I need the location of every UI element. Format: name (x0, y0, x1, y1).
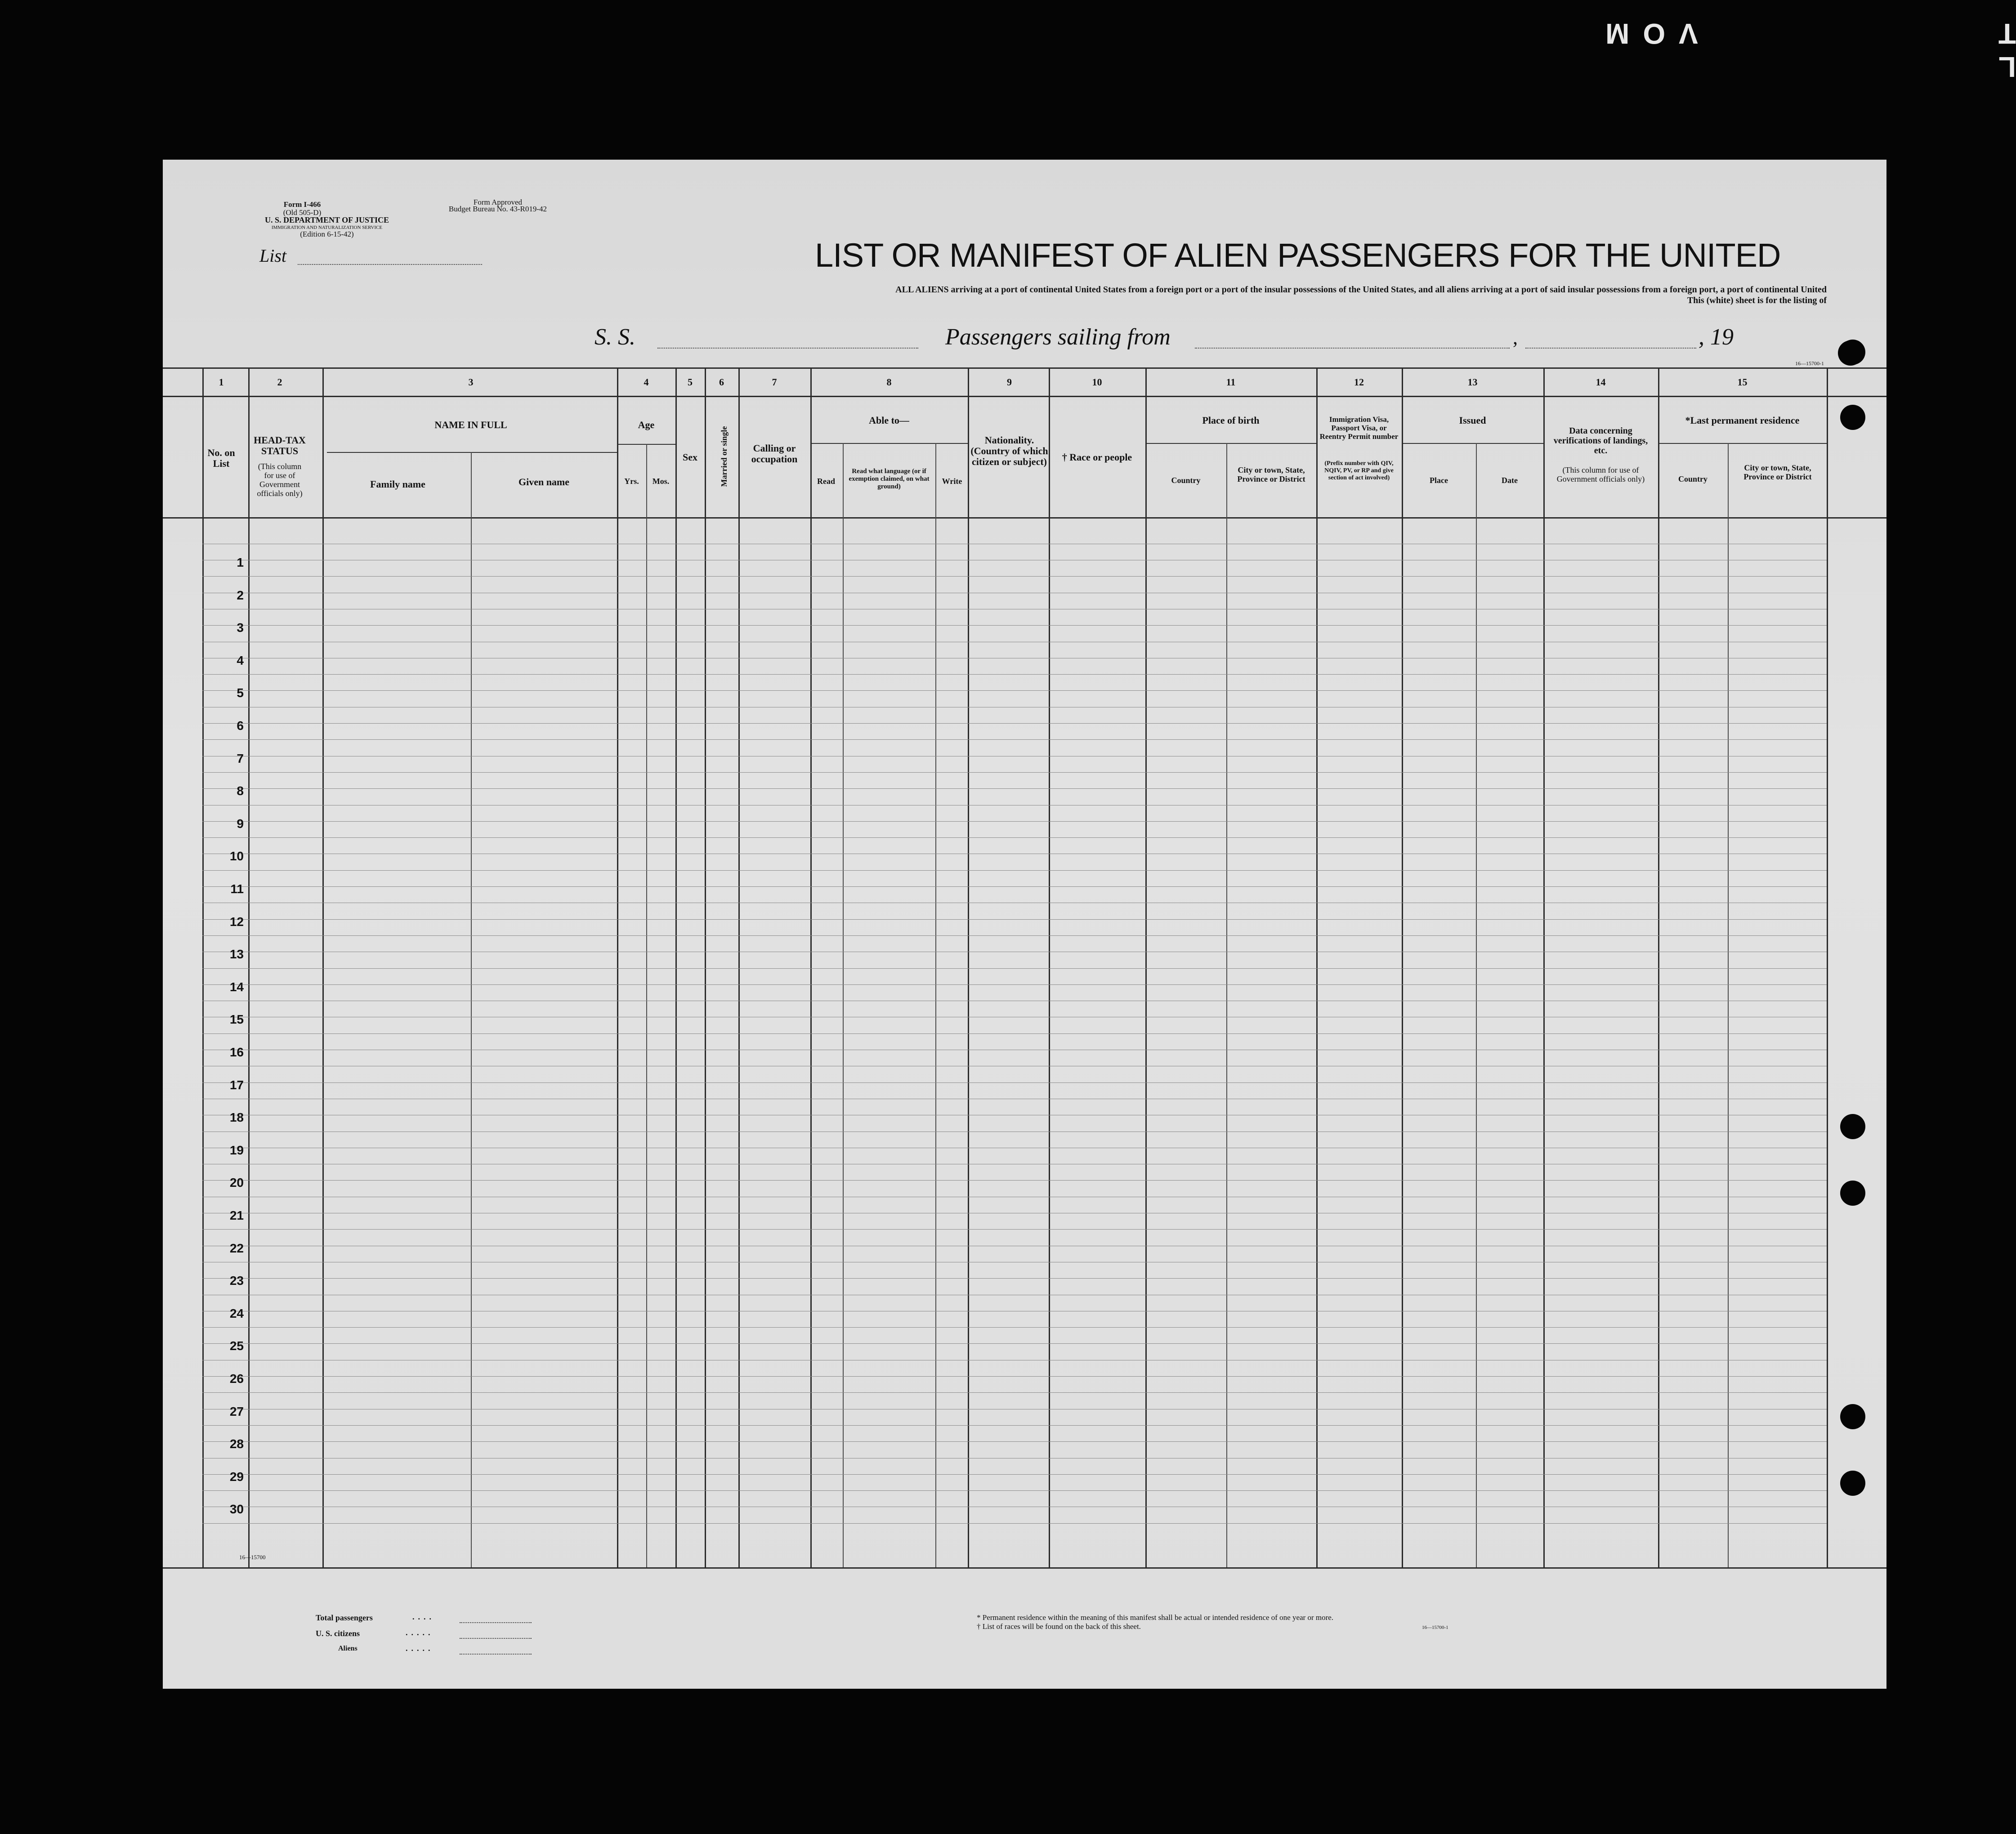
header-write: Write (942, 477, 962, 486)
subrule-residence (1658, 443, 1827, 444)
row-rule (202, 1441, 1827, 1442)
col-rule (1145, 367, 1147, 1567)
row-rule (202, 935, 1827, 936)
header-no-on-list: No. on List (207, 447, 235, 469)
row-rule (202, 968, 1827, 969)
subtitle-line-2: This (white) sheet is for the listing of (1687, 295, 1827, 305)
edition: (Edition 6-15-42) (300, 230, 354, 238)
row-number: 13 (229, 947, 244, 962)
subrule-birth (1145, 443, 1316, 444)
header-bottom-rule (163, 517, 1886, 519)
col-num-11: 11 (1226, 376, 1236, 388)
header-given-name: Given name (518, 476, 570, 488)
col-num-10: 10 (1092, 376, 1102, 388)
col-num-14: 14 (1596, 376, 1606, 388)
header-married-single: Married or single (720, 426, 729, 487)
leader-dots: ..... (406, 1644, 434, 1653)
row-number: 15 (229, 1012, 244, 1027)
row-rule (202, 1523, 1827, 1524)
subrule-issued (1402, 443, 1543, 444)
aliens-label: Aliens (338, 1645, 358, 1652)
page-title: LIST OR MANIFEST OF ALIEN PASSENGERS FOR THE UNITED (815, 237, 1781, 274)
col-num-1: 1 (219, 376, 224, 388)
punch-hole (1840, 1404, 1865, 1429)
footnote-residence: * Permanent residence within the meaning of this manifest shall be actual or intended residence of one year or more. (977, 1613, 1334, 1622)
punch-hole (1840, 1114, 1865, 1139)
colnum-rule (163, 396, 1886, 397)
us-citizens-field[interactable] (460, 1638, 532, 1639)
punch-hole (1838, 340, 1863, 366)
row-number: 11 (230, 882, 244, 896)
row-rule (202, 821, 1827, 822)
year-label: , 19 (1699, 324, 1734, 350)
row-rule (202, 674, 1827, 675)
header-visa-note: (Prefix number with QIV, NQIV, PV, or RP and give section of act involved) (1324, 460, 1394, 481)
row-number: 9 (237, 816, 244, 831)
row-rule (202, 919, 1827, 920)
col-rule (1728, 443, 1729, 1567)
list-line[interactable] (298, 264, 482, 265)
row-rule (202, 886, 1827, 887)
film-mark-right: L T (1985, 18, 2016, 83)
header-able-to: Able to— (869, 415, 909, 426)
row-number: 18 (229, 1110, 244, 1125)
row-number: 17 (229, 1078, 244, 1092)
row-number: 20 (229, 1176, 244, 1190)
col-num-8: 8 (886, 376, 892, 388)
header-age-yrs: Yrs. (624, 477, 639, 486)
header-issued-place: Place (1430, 476, 1448, 485)
row-number: 10 (229, 849, 244, 863)
row-number: 14 (229, 980, 244, 994)
row-rule (202, 1425, 1827, 1426)
row-rule (202, 690, 1827, 691)
header-read: Read (817, 477, 835, 486)
header-family-name: Family name (370, 479, 425, 490)
row-number: 2 (237, 588, 244, 602)
row-rule (202, 1278, 1827, 1279)
col-num-13: 13 (1467, 376, 1478, 388)
service: IMMIGRATION AND NATURALIZATION SERVICE (271, 225, 383, 230)
col-rule (675, 367, 677, 1567)
table-bottom-rule (163, 1567, 1886, 1569)
form-number: Form I-466 (283, 200, 321, 209)
date-line[interactable] (1525, 348, 1696, 349)
col-rule (810, 367, 812, 1567)
header-race: † Race or people (1062, 452, 1132, 463)
row-number: 5 (237, 686, 244, 700)
row-rule (202, 837, 1827, 838)
col-num-3: 3 (468, 376, 474, 388)
col-rule (1658, 367, 1659, 1567)
row-number: 30 (229, 1502, 244, 1516)
col-rule (968, 367, 969, 1567)
form-approved: Form Approved (473, 198, 523, 206)
row-rule (202, 625, 1827, 626)
row-rule (202, 1392, 1827, 1393)
ss-label: S. S. (595, 324, 635, 350)
col-num-2: 2 (277, 376, 282, 388)
header-issued-date: Date (1502, 476, 1518, 485)
row-number: 28 (229, 1437, 244, 1451)
form-old-number: (Old 505-D) (283, 208, 322, 217)
footnote-code: 16—15700-1 (1422, 1625, 1448, 1630)
row-number: 6 (237, 719, 244, 733)
punch-hole (1840, 1181, 1865, 1206)
comma: , (1513, 327, 1518, 349)
table-top-rule (163, 367, 1886, 369)
aliens-field[interactable] (460, 1654, 532, 1655)
print-code-top: 16—15700-1 (1795, 360, 1824, 367)
header-birth-city: City or town, State, Province or District (1237, 465, 1305, 483)
row-rule (202, 1229, 1827, 1230)
col-rule (1543, 367, 1545, 1567)
row-number: 4 (237, 653, 244, 667)
row-number: 22 (229, 1241, 244, 1255)
row-rule (202, 1343, 1827, 1344)
subtitle-line-1: ALL ALIENS arriving at a port of continental United States from a foreign port or a port of the insular possessions of the United States, and all aliens arriving at a port of said insular possessions from a foreign port, a port of continental United (895, 285, 1827, 295)
row-number: 25 (229, 1339, 244, 1353)
header-age: Age (638, 419, 655, 430)
leader-dots: ..... (406, 1628, 434, 1637)
col-rule (705, 367, 706, 1567)
sailing-from-label: Passengers sailing from (945, 324, 1171, 350)
col-rule (1476, 443, 1477, 1567)
col-rule (843, 443, 844, 1567)
col-num-15: 15 (1737, 376, 1748, 388)
col-rule (322, 367, 324, 1567)
row-number: 21 (229, 1208, 244, 1222)
row-rule (202, 1474, 1827, 1475)
budget-number: Budget Bureau No. 43-R019-42 (448, 205, 547, 213)
subrule-able (810, 443, 968, 444)
col-num-12: 12 (1354, 376, 1364, 388)
header-name-in-full: NAME IN FULL (434, 419, 507, 430)
header-head-tax: HEAD-TAX STATUS (254, 434, 306, 456)
header-read-language: Read what language (or if exemption claimed, on what ground) (849, 468, 930, 490)
header-nationality: Nationality. (Country of which citizen or subject) (970, 434, 1048, 467)
header-calling-occupation: Calling or occupation (751, 443, 798, 465)
row-number: 3 (237, 621, 244, 635)
punch-hole (1840, 1471, 1865, 1496)
col-rule (646, 444, 647, 1567)
department: U. S. DEPARTMENT OF JUSTICE (264, 215, 389, 224)
col-num-4: 4 (644, 376, 649, 388)
row-rule (202, 739, 1827, 740)
row-rule (202, 984, 1827, 985)
sailing-from-line[interactable] (1195, 348, 1510, 349)
row-number: 8 (237, 784, 244, 798)
row-number: 19 (229, 1143, 244, 1157)
header-sex: Sex (683, 452, 697, 463)
header-verification-note: (This column for use of Government officials only) (1556, 465, 1645, 483)
row-rule (202, 1327, 1827, 1328)
list-label: List (259, 246, 287, 266)
punch-hole (1840, 405, 1865, 430)
row-number: 29 (229, 1469, 244, 1484)
row-rule (202, 576, 1827, 577)
col-rule (471, 452, 472, 1567)
col-rule (1316, 367, 1318, 1567)
header-last-residence: *Last permanent residence (1685, 415, 1800, 426)
row-number: 23 (229, 1274, 244, 1288)
row-rule (202, 788, 1827, 789)
ship-name-line[interactable] (657, 348, 918, 349)
row-number: 12 (229, 914, 244, 929)
header-head-tax-note: (This column for use of Government officials only) (257, 462, 303, 498)
col-num-9: 9 (1007, 376, 1012, 388)
header-birth-country: Country (1171, 476, 1201, 485)
col-rule (738, 367, 740, 1567)
print-code-bottom: 16—15700 (239, 1554, 266, 1561)
row-number: 1 (237, 555, 244, 569)
col-rule (1827, 367, 1828, 1567)
row-rule (202, 1180, 1827, 1181)
row-rule (202, 1376, 1827, 1377)
col-num-6: 6 (719, 376, 724, 388)
subrule-name (327, 452, 617, 453)
row-rule (202, 1490, 1827, 1491)
row-rule (202, 870, 1827, 871)
header-verification: Data concerning verifications of landings, etc. (1553, 426, 1648, 456)
total-passengers-field[interactable] (460, 1622, 532, 1623)
header-issued: Issued (1459, 415, 1486, 426)
col-rule (1226, 443, 1227, 1567)
row-rule (202, 772, 1827, 773)
col-num-7: 7 (772, 376, 777, 388)
row-number: 26 (229, 1372, 244, 1386)
row-number: 7 (237, 751, 244, 765)
col-rule (248, 367, 250, 1567)
col-rule (202, 367, 204, 1567)
header-residence-country: Country (1678, 474, 1708, 483)
us-citizens-label: U. S. citizens (316, 1629, 360, 1638)
total-passengers-label: Total passengers (316, 1613, 373, 1622)
manifest-sheet (163, 160, 1886, 1689)
footnote-races: † List of races will be found on the back of this sheet. (977, 1622, 1141, 1631)
col-rule (1402, 367, 1403, 1567)
col-rule (1049, 367, 1050, 1567)
row-number: 24 (229, 1306, 244, 1320)
row-number: 16 (229, 1045, 244, 1059)
col-rule (935, 443, 936, 1567)
film-mark-left: VOM (1592, 18, 1698, 50)
leader-dots: .... (412, 1612, 435, 1621)
row-number: 27 (229, 1404, 244, 1418)
header-place-of-birth: Place of birth (1202, 415, 1260, 426)
row-rule (202, 723, 1827, 724)
col-num-5: 5 (688, 376, 693, 388)
row-rule (202, 1033, 1827, 1034)
col-rule (617, 367, 618, 1567)
header-visa-number: Immigration Visa, Passport Visa, or Reentry Permit number (1319, 415, 1399, 441)
header-age-mos: Mos. (652, 477, 670, 486)
header-residence-city: City or town, State, Province or District (1743, 463, 1812, 481)
